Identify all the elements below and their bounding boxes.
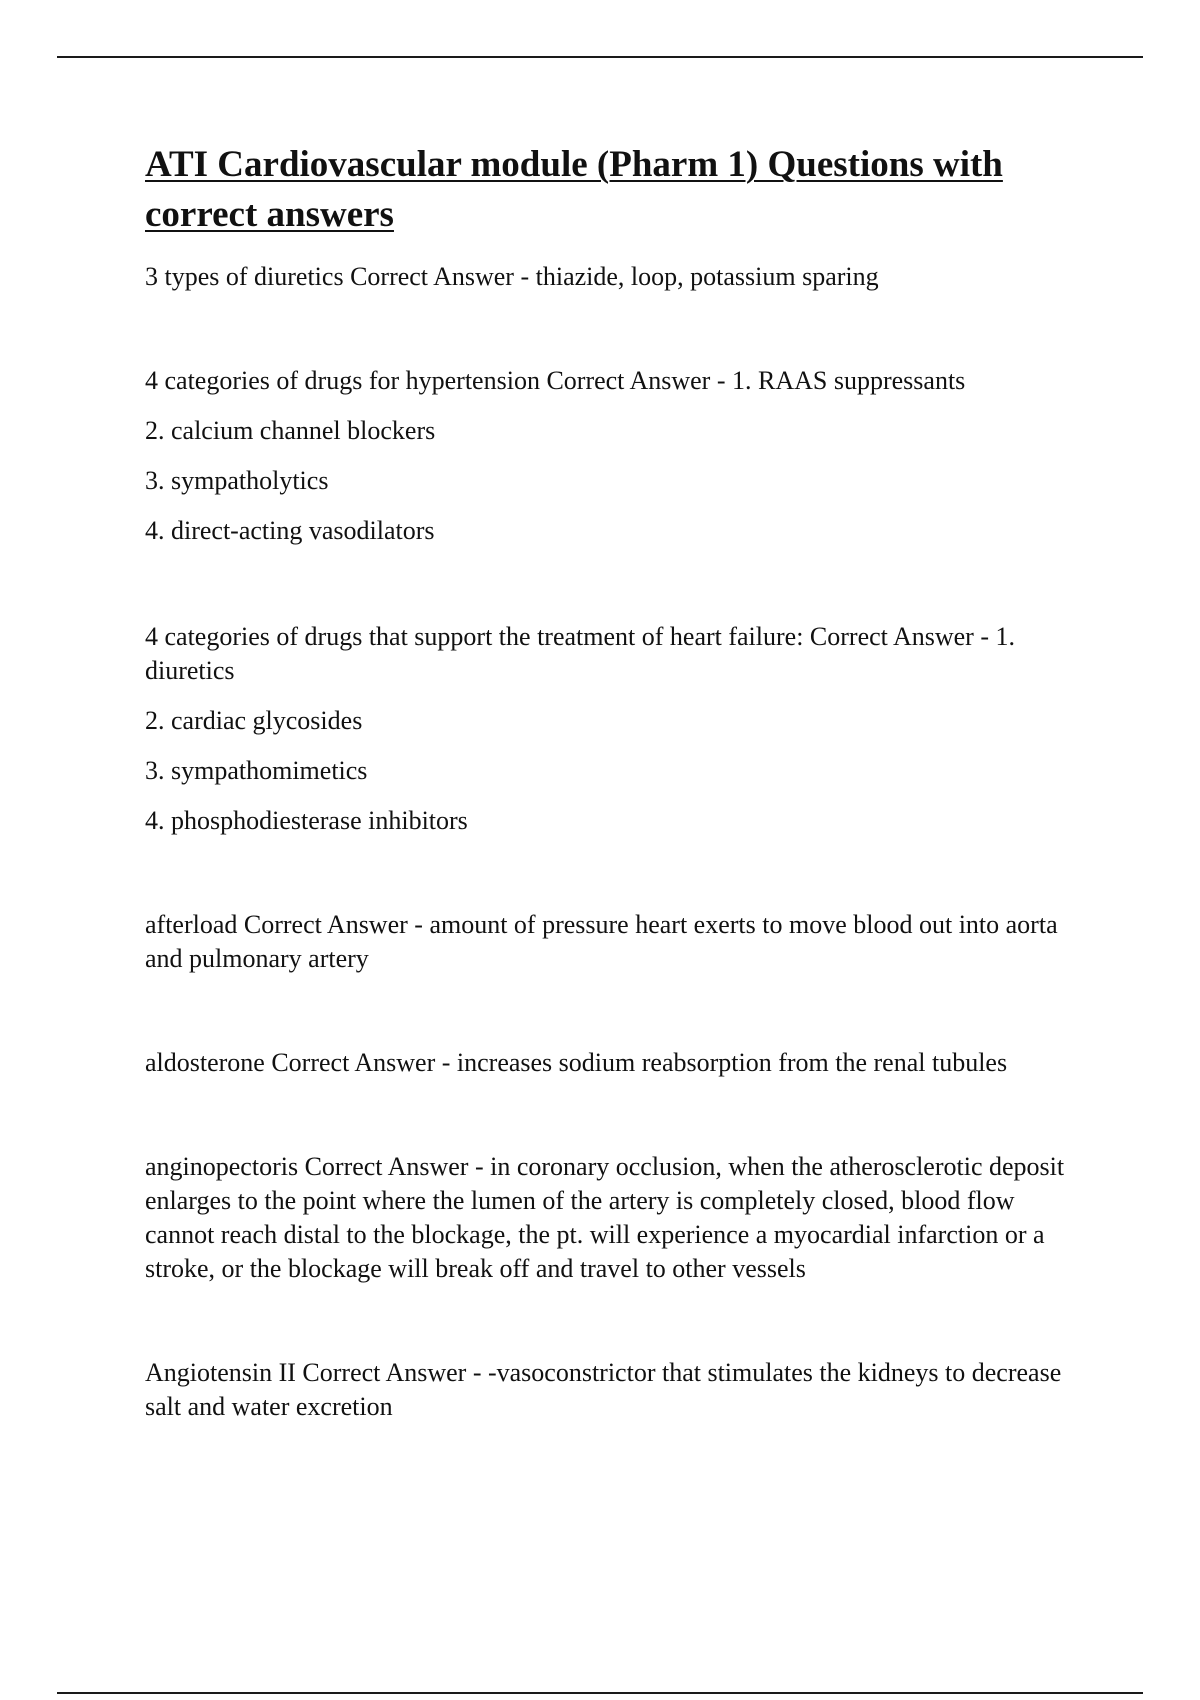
qa-entry xyxy=(145,620,1090,838)
entry-text: 4 categories of drugs that support the treatment of heart failure: Correct Answer - 1. diuretics xyxy=(145,622,1015,685)
entry-list-item: 3. sympatholytics xyxy=(145,466,329,495)
qa-entry xyxy=(145,1046,1090,1080)
document-title: ATI Cardiovascular module (Pharm 1) Questions with correct answers xyxy=(145,144,1003,235)
entry-list-item: 2. calcium channel blockers xyxy=(145,416,436,445)
qa-entry xyxy=(145,364,1090,548)
qa-entry xyxy=(145,260,1090,294)
entry-list-item: 3. sympathomimetics xyxy=(145,756,368,785)
entry-text: 3 types of diuretics Correct Answer - thiazide, loop, potassium sparing xyxy=(145,262,879,291)
bottom-rule xyxy=(57,1692,1143,1694)
qa-entry xyxy=(145,908,1090,976)
entry-text: Angiotensin II Correct Answer - -vasoconstrictor that stimulates the kidneys to decrease salt and water excretion xyxy=(145,1358,1062,1421)
entry-list-item: 4. phosphodiesterase inhibitors xyxy=(145,806,468,835)
entry-list-item: 2. cardiac glycosides xyxy=(145,706,363,735)
entry-text: 4 categories of drugs for hypertension Correct Answer - 1. RAAS suppressants xyxy=(145,366,966,395)
entry-list-item: 4. direct-acting vasodilators xyxy=(145,516,435,545)
qa-entry xyxy=(145,1150,1090,1286)
entry-text: aldosterone Correct Answer - increases sodium reabsorption from the renal tubules xyxy=(145,1048,1008,1077)
top-rule xyxy=(57,56,1143,58)
entry-text: afterload Correct Answer - amount of pressure heart exerts to move blood out into aorta and pulmonary artery xyxy=(145,910,1058,973)
document-body xyxy=(145,140,1090,1424)
qa-entry xyxy=(145,1356,1090,1424)
entry-text: anginopectoris Correct Answer - in coronary occlusion, when the atherosclerotic deposit enlarges to the point where the lumen of the artery is completely closed, blood flow cannot reach distal to the blockage, the pt. will experience a myocardial infarction or a stroke, or the blockage will break off and travel to other vessels xyxy=(145,1152,1065,1283)
